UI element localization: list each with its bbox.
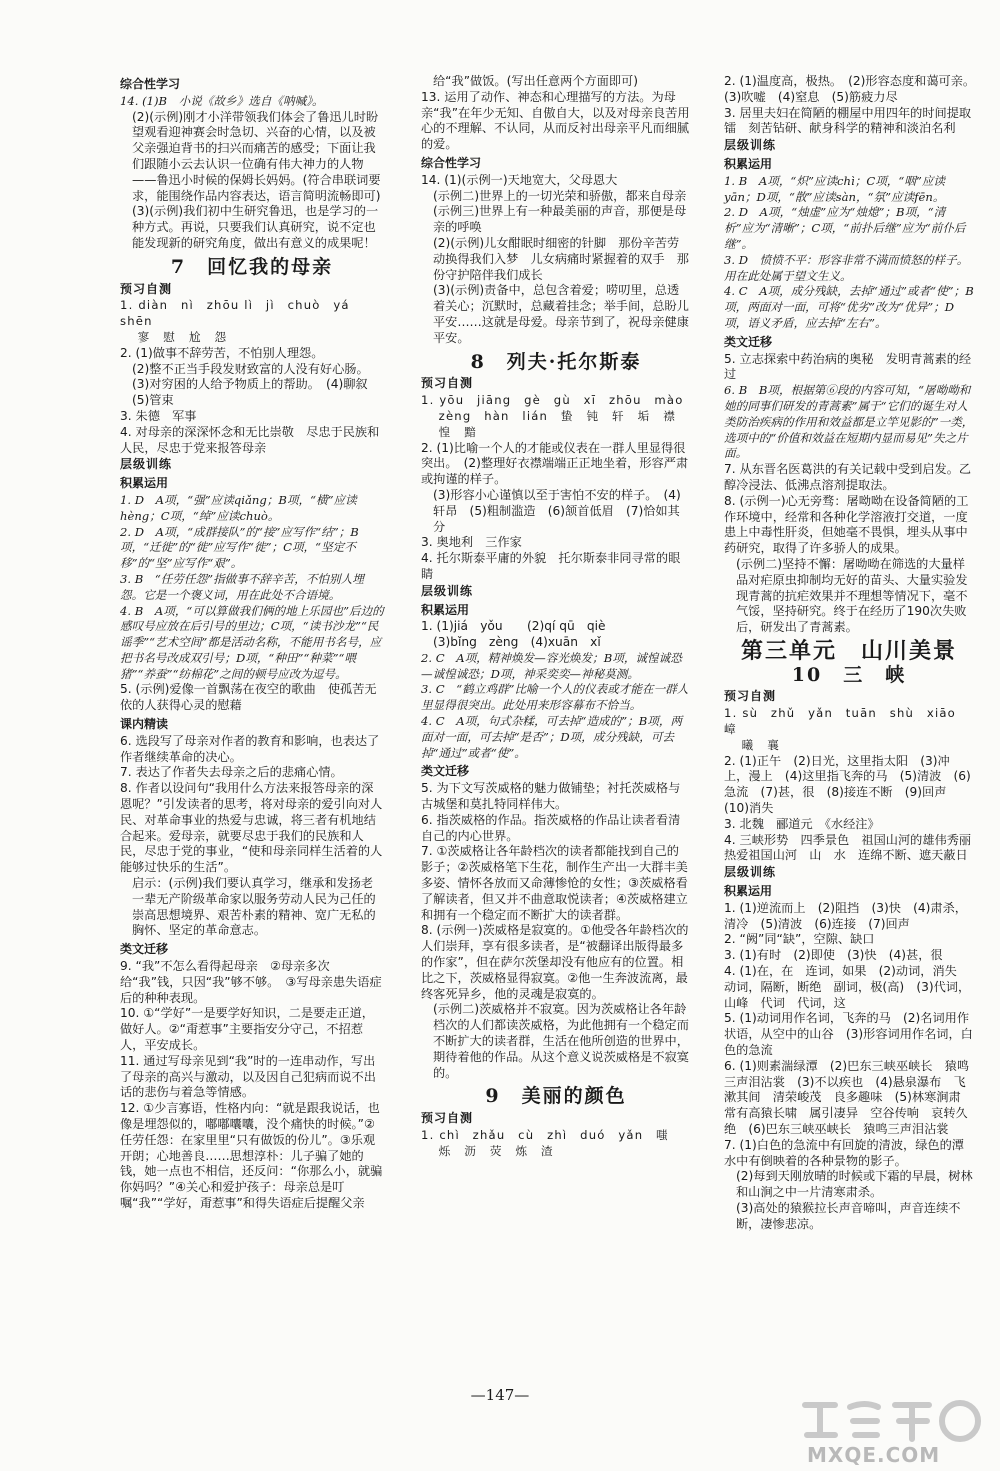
- answer-line: 1. D A项，“强”应读qiǎng；B项，“横”应读hèng；C项，“绰”应读chuò。: [120, 492, 357, 523]
- answer-line: 2. D A项，“成群接队”的“接”应写作“结”；B项，“迁徙”的“徙”应写作“徙”；C项，“坚定不移”的“坚”应写作“艰”。: [120, 524, 359, 571]
- answer-line: 4. 对母亲的深深怀念和无比崇敬 尽忠于民族和人民，尽忠于党来报答母亲: [120, 424, 380, 455]
- pinyin-line: 寥 慰 尬 怨: [120, 329, 228, 344]
- section-heading: 积累运用: [724, 884, 773, 899]
- pinyin-line: 惶 黯: [421, 424, 478, 439]
- subsection-heading: 层级训练: [724, 865, 777, 880]
- subsection-heading: 层级训练: [421, 583, 474, 598]
- answer-line: (2)每到天刚放晴的时候或下霜的早晨，树林和山涧之中一片清寒肃杀。: [736, 1169, 973, 1200]
- section-heading: 类文迁移: [724, 334, 773, 349]
- subsection-heading: 预习自测: [724, 689, 777, 704]
- subsection-heading: 层级训练: [120, 457, 173, 472]
- answer-line: 3. 居里夫妇在简陋的棚屋中用四年的时间提取镭 刻苦钻研、献身科学的精神和淡泊名利: [724, 105, 972, 136]
- pinyin-line: 1. sù zhǔ yǎn tuān shù xiāo 嶂: [724, 706, 969, 737]
- answer-line: 3. B “任劳任怨”指做事不辞辛苦，不怕别人埋怨。它是一个褒义词，用在此处不合语境。: [120, 571, 364, 602]
- answer-line: (3)(示例)责备中，总包含着爱；唠叨里，总透着关心；沉默时，总藏着挂念；举手间，总盼儿平安……这就是母爱。母亲节到了，祝母亲健康平安。: [433, 283, 689, 345]
- answer-line: 4. B A项，“可以算做我们俩的地上乐园也”后边的感叹号应放在后引号的里边；C项，“读书沙龙”“民谣季”“艺术空间”都是活动名称，不能用书名号，应把书名号改成双引号；D项，“种田”“种菜”“喂猪”“养蚕”“纺棉花”之间的顿号应改为逗号。: [120, 603, 384, 681]
- answer-line: 6. 选段写了母亲对作者的教育和影响，也表达了作者继续革命的决心。: [120, 733, 380, 764]
- answer-line: 4. (1)在，在 连词，如果 (2)动词，消失 动词，隔断，断绝 副词，极(高) (3)代词，山峰 代词 代词，这: [724, 964, 971, 1010]
- answer-line: 1. (1)jiá yǒu (2)qí qū qiè: [421, 619, 606, 634]
- subsection-heading: 层级训练: [724, 138, 777, 153]
- section-heading: 综合性学习: [120, 77, 181, 91]
- lesson-title: 8 列夫·托尔斯泰: [470, 350, 642, 373]
- answer-line: 7. ①茨威格让各年龄档次的读者都能找到自己的影子；②茨威格笔下生花，制作生产出一大群丰美多姿、情怀各放而又命薄惨怆的女性；③茨威格看了解读者，但又并不曲意取悦读者；④茨威格建立和拥有一个稳定而不断扩大的读者群。: [421, 844, 688, 922]
- answer-line: 8. (示例一)心无旁骛：屠呦呦在设备简陋的工作环境中，经常和各种化学溶液打交道，一度患上中毒性肝炎，但她毫不畏惧，埋头从事中药研究，取得了许多骄人的成果。: [724, 493, 969, 556]
- section-heading: 积累运用: [724, 156, 773, 171]
- section-heading: 类文迁移: [120, 942, 169, 957]
- lesson-title: 7 回忆我的母亲: [170, 255, 334, 278]
- section-heading: 积累运用: [421, 602, 470, 617]
- answer-line: 2. C A项，精神焕发—容光焕发；B项，诚惶诚恐—诚惶诚恐；D项，神采奕奕—神秘莫测。: [421, 650, 682, 681]
- answer-line: 5. (1)动词用作名词，飞奔的马 (2)名词用作状语，从空中的山谷 (3)形容词用作名词，白色的急流: [724, 1011, 973, 1058]
- answer-line: 1. B A项，“炽”应读chì；C项，“咽”应读yān；D项，“散”应读sàn，“氛”应读fēn。: [724, 173, 946, 204]
- unit-title: 第三单元 山川美景: [740, 637, 957, 664]
- answer-line: 2. “阙”同“缺”，空隙、缺口: [724, 932, 875, 947]
- answer-line: 10. ①“学好”一是要学好知识，二是要走正道，做好人。②“甭惹事”主要指安分守己，不招惹人，平安成长。: [120, 1006, 374, 1053]
- answer-line: 9. “我”不怎么看得起母亲 ②母亲多次给“我”钱，只因“我”够不够。 ③写母亲患失语症后的种种表现。: [120, 959, 382, 1005]
- pinyin-line: 1. diàn nì zhōu lì jì chuò yá shēn: [120, 298, 363, 329]
- pinyin-line: 1. chì zhǎu cù zhì duó yǎn 嗤: [421, 1128, 669, 1142]
- answer-line: 6. B B项，根据第⑥段的内容可知，“屠呦呦和她的同事们研发的青蒿素”属于“它们的诞生对人类防治疾病的作用和效益都是立竿见影的”一类，选项中的“价值和效益在短期内显而易见”失之片面。: [724, 383, 974, 461]
- answer-line: 7. 表达了作者失去母亲之后的悲痛心情。: [120, 765, 343, 780]
- answer-line: 7. 从东晋名医葛洪的有关记载中受到启发。乙醇冷浸法、低沸点溶剂提取法。: [724, 462, 972, 492]
- answer-line: 3. (1)有时 (2)即使 (3)快 (4)甚，很: [724, 948, 943, 963]
- subsection-heading: 预习自测: [120, 281, 173, 296]
- answer-line: 4. C A项，成分残缺，去掉“通过”或者“使”；B项，两面对一面，可将“优劣”改为“优异”；D项，语义矛盾，应去掉“左右”。: [724, 284, 974, 330]
- answer-line: (2)(示例)刚才小洋带领我们体会了鲁迅儿时盼望观看迎神赛会时急切、兴奋的心情，以及被父亲强迫背书的扫兴而痛苦的感受；下面让我们跟随小云去认识一位确有伟大神力的人物——鲁迅小时候的保姆长妈妈。(符合串联词要求，能围绕作品内容表达，语言简明流畅即可): [132, 109, 381, 203]
- answer-line: 14. (1)(示例一)天地宽大，父母恩大: [421, 172, 618, 187]
- answer-line: 启示：(示例)我们要认真学习，继承和发扬老一辈无产阶级革命家以服务劳动人民为己任的崇高思想境界、艰苦朴素的精神、宽广无私的胸怀、坚定的革命意志。: [132, 876, 376, 938]
- watermark-logo: [795, 1395, 990, 1465]
- pinyin-line: zèng hàn lián 蛰 钝 轩 垢 襟: [421, 408, 677, 423]
- answer-line: 8. (示例一)茨威格是寂寞的。①他受各年龄档次的人们崇拜，享有很多读者，是“被翻译出版得最多的作家”，但在萨尔茨堡却没有他应有的位置。相比之下，茨威格显得寂寞。②他一生奔波流离，最终客死异乡，他的灵魂是寂寞的。: [421, 923, 689, 1001]
- answer-line: 5. 为下文写茨威格的魅力做铺垫；衬托茨威格与古城堡和莫扎特同样伟大。: [421, 781, 681, 812]
- answer-line: 3. C “鹤立鸡群”比喻一个人的仪表或才能在一群人里显得很突出。此处用来形容幕布不恰当。: [421, 682, 689, 713]
- answer-line: 2. (1)做事不辞劳苦，不怕别人理怨。: [120, 345, 324, 360]
- answer-line: 4. C A项，句式杂糅，可去掉“造成的”；B项，两面对一面，可去掉“是否”；D项，成分残缺，可去掉“通过”或者“使”。: [421, 714, 683, 760]
- subsection-heading: 预习自测: [421, 376, 474, 391]
- pinyin-line: 曦 襄: [724, 737, 781, 752]
- column-middle: [421, 74, 691, 1160]
- section-heading: 综合性学习: [421, 155, 482, 170]
- answer-line: (2)整不正当手段发财致富的人没有好心肠。 (3)对穷困的人给予物质上的帮助。 (4)聊叙 (5)管束: [132, 361, 380, 408]
- answer-line: 2. (1)比喻一个人的才能或仪表在一群人里显得很突出。 (2)整理好衣襟端端正正地坐着，形容严肃或拘谨的样子。: [421, 440, 689, 487]
- answer-line: 11. 通过写母亲见到“我”时的一连串动作，写出了母亲的高兴与激动，以及因自己犯病而说不出话的悲伤与着急等情感。: [120, 1053, 376, 1100]
- answer-line: (3)(示例)我们初中生研究鲁迅，也是学习的一种方式。再说，只要我们认真研究，说不定也能发现新的研究角度，做出有意义的成果呢！: [132, 204, 379, 250]
- answer-line: (示例二)茨威格并不寂寞。因为茨威格让各年龄档次的人们都读茨威格，为此他拥有一个稳定而不断扩大的读者群，生活在他所创造的世界中，期待着他的作品。从这个意义说茨威格是不寂寞的。: [433, 1002, 689, 1080]
- answer-line: (示例二)世界上的一切光荣和骄傲，都来自母亲: [433, 188, 687, 203]
- section-heading: 课内精读: [120, 717, 169, 732]
- answer-line: 7. (1)白色的急流中有回旋的清波，绿色的潭水中有倒映着的各种景物的影子。: [724, 1137, 964, 1168]
- page-number: —147—: [470, 1386, 530, 1404]
- answer-line: (示例二)坚持不懈：屠呦呦在筛选的大量样品对疟原虫抑制均无好的苗头、大量实验发现青蒿的抗疟效果并不理想等情况下，毫不气馁，坚持研究。终于在经历了190次失败后，研发出了青蒿素。: [736, 556, 968, 635]
- answer-line: 13. 运用了动作、神态和心理描写的方法。为母亲“我”在年少无知、自傲自大，以及对母亲良苦用心的不理解、不认同，从而反衬出母亲平凡而细腻的爱。: [421, 89, 690, 152]
- answer-line: 5. 立志探索中药治病的奥秘 发明青蒿素的经过: [724, 351, 972, 382]
- answer-line: 6. (1)则素湍绿潭 (2)巴东三峡巫峡长 猿鸣三声泪沾裳 (3)不以疾也 (4)悬泉瀑布 飞漱其间 清荣峻茂 良多趣味 (5)林寒涧肃 常有高猿长啸 属引凄异 空谷传响 哀转久绝 (6)巴东三峡巫峡长 猿鸣三声泪沾裳: [724, 1058, 973, 1136]
- answer-line: 1. (1)逆流而上 (2)阻挡 (3)快 (4)肃杀，清冷 (5)清波 (6)连接 (7)回声: [724, 900, 967, 931]
- answer-line: 4. 托尔斯泰平庸的外貌 托尔斯泰非同寻常的眼睛: [421, 551, 681, 581]
- column-right: [724, 74, 984, 1233]
- answer-line: 3. 朱德 军事: [120, 408, 197, 423]
- lesson-title: 10 三 峡: [791, 663, 907, 686]
- answer-line: 给“我”做饭。(写出任意两个方面即可): [433, 74, 638, 88]
- answer-line: (示例三)世界上有一种最美丽的声音，那便是母亲的呼唤: [433, 204, 687, 235]
- answer-line: 3. D 愤愤不平：形容非常不满而愤怒的样子。用在此处属于望文生义。: [724, 252, 969, 283]
- answer-line: 2. (1)正午 (2)日光，这里指太阳 (3)冲上，漫上 (4)这里指飞奔的马 (5)清波 (6)急流 (7)甚，很 (8)接连不断 (9)回声 (10)消失: [724, 753, 971, 816]
- answer-line: (2)(示例)儿女酣眠时细密的针脚 那份辛苦劳动换得我们入梦 儿女病痛时紧握着的双手 那份守护陪伴我们成长: [433, 235, 689, 282]
- answer-line: 6. 指茨威格的作品。指茨威格的作品让读者看清自己的内心世界。: [421, 812, 681, 843]
- answer-line: 2. D A项，“烛虚”应为“烛熄”；B项，“清析”应为“清晰”；C项，“前扑后继”应为“前仆后继”。: [724, 205, 966, 251]
- answer-line: 12. ①少言寡语，性格内向：“就是跟我说话，也像是埋怨似的，嘟嘟囔囔，没个痛快的时候。”②任劳任怨：在家里里“只有做饭的份儿”。③乐观开朗；心地善良……思想淳朴：儿子骗了她的钱，她一点也不相信，还反问：“你那么小，就骗你妈吗？”④关心和爱护孩子：母亲总是叮嘱“我”“学好，甭惹事”和得失语症后提醒父亲: [120, 1101, 383, 1210]
- answer-line: (3)形容小心谨慎以至于害怕不安的样子。 (4)轩昂 (5)粗制滥造 (6)颔首低眉 (7)恰如其分: [433, 487, 681, 534]
- answer-line: 3. 北魏 郦道元 《水经注》: [724, 816, 880, 831]
- answer-line: 5. (示例)爱像一首飘荡在夜空的歌曲 使孤苦无依的人获得心灵的慰藉: [120, 682, 377, 713]
- section-heading: 积累运用: [120, 476, 169, 491]
- pinyin-line: 烁 沥 荧 炼 渣: [421, 1143, 554, 1158]
- subsection-heading: 预习自测: [421, 1111, 474, 1126]
- column-left: [120, 74, 384, 1212]
- watermark-text: MXQE.COM: [807, 1443, 941, 1467]
- section-heading: 类文迁移: [421, 764, 470, 779]
- answer-line: (3)高处的猿猴拉长声音啼叫，声音连续不断，凄惨悲凉。: [736, 1200, 961, 1231]
- lesson-title: 9 美丽的颜色: [485, 1085, 627, 1108]
- answer-line: (3)bǐng zèng (4)xuān xǐ: [433, 635, 601, 650]
- pinyin-line: 1. yōu jiāng gè gù xī zhōu mào: [421, 393, 684, 408]
- answer-line: 8. 作者以设问句“我用什么方法来报答母亲的深恩呢？”引发读者的思考，将对母亲的爱引向对人民、对革命事业的热爱与忠诚，将三者有机地结合起来。爱母亲，就要尽忠于我们的民族和人民，尽忠于党的事业，“使和母亲同样生活着的人能够过快乐的生活”。: [120, 781, 383, 875]
- answer-line: 2. (1)温度高，极热。 (2)形容态度和蔼可亲。 (3)吹嘘 (4)窒息 (5)筋疲力尽: [724, 74, 982, 104]
- answer-line: 14. (1)B 小说《故乡》选自《呐喊》。: [120, 93, 324, 108]
- answer-line: 4. 三峡形势 四季景色 祖国山河的雄伟秀丽 热爱祖国山河 山 水 连绵不断、遮天蔽日: [724, 832, 984, 863]
- answer-line: 3. 奥地利 三作家: [421, 535, 522, 550]
